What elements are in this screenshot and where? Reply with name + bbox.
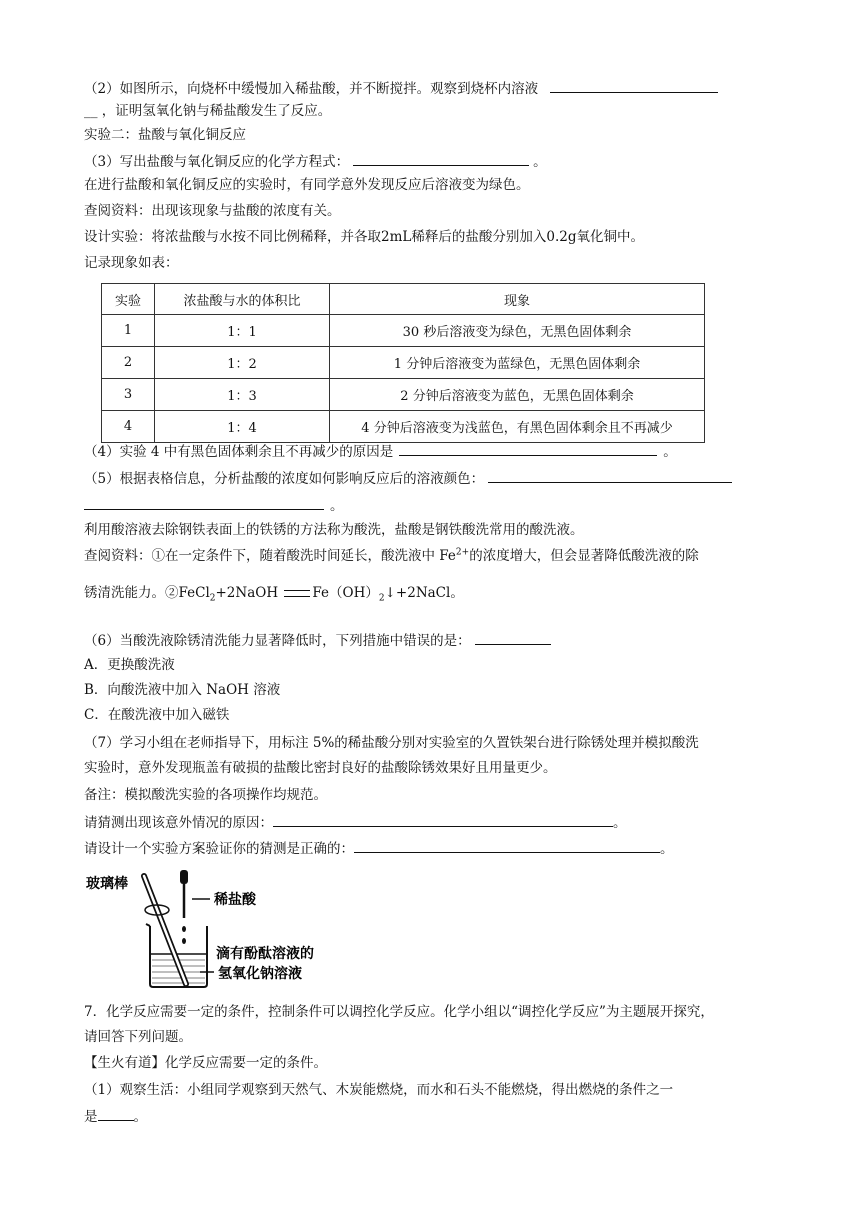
q2-blank-tail: __ [84, 103, 98, 119]
table-header-cell: 现象 [330, 284, 705, 315]
q7-line2: 实验时，意外发现瓶盖有破损的盐酸比密封良好的盐酸除锈效果好且用量更少。 [84, 760, 557, 776]
design-text: 设计实验：将浓盐酸与水按不同比例稀释，并各取2mL稀释后的盐酸分别加入0.2g氧化铜中。 [84, 229, 644, 245]
q7-line1: （7）学习小组在老师指导下，用标注 5%的稀盐酸分别对实验室的久置铁架台进行除锈处理并模拟酸洗 [84, 735, 699, 751]
beaker-figure [84, 866, 334, 990]
table-header-cell: 浓盐酸与水的体积比 [155, 284, 330, 315]
label-solution-1: 滴有酚酞溶液的 [216, 945, 314, 961]
consult-2-text-c: 锈清洗能力。②FeCl [84, 585, 210, 601]
q6-option-a[interactable]: A．更换酸洗液 [84, 657, 175, 673]
q5-line [84, 468, 732, 489]
q7-guess-text: 请猜测出现该意外情况的原因： [84, 815, 273, 831]
q7-note: 备注：模拟酸洗实验的各项操作均规范。 [84, 787, 327, 803]
consult-1: 查阅资料：出现该现象与盐酸的浓度有关。 [84, 203, 341, 219]
table-cell: 1：3 [155, 379, 330, 411]
consult-2-text-a: 查阅资料：①在一定条件下，随着酸洗时间延长，酸洗液中 Fe [84, 548, 456, 564]
fecl2-subscript: 2 [209, 593, 216, 604]
table-cell: 1 [102, 315, 155, 347]
table-row [102, 411, 705, 443]
q7main-sub1b-suffix: 。 [133, 1109, 147, 1125]
q6-answer-blank[interactable] [475, 630, 551, 645]
q5-answer-blank-2[interactable] [84, 495, 324, 510]
table-header-cell: 实验 [102, 284, 155, 315]
q5-line2 [84, 495, 344, 516]
q7main-sub1: （1）观察生活：小组同学观察到天然气、木炭能燃烧，而水和石头不能燃烧，得出燃烧的条件之一 [84, 1082, 674, 1098]
table-cell: 3 [102, 379, 155, 411]
q2-answer-blank[interactable] [550, 78, 718, 93]
q6-option-c[interactable]: C．在酸洗液中加入磁铁 [84, 707, 230, 723]
result-table [101, 283, 705, 443]
q5-answer-blank[interactable] [488, 468, 732, 483]
q7-design-line [84, 838, 674, 859]
q4-line [84, 441, 677, 462]
consult-2-text-e: Fe（OH） [312, 585, 379, 601]
q2-conclusion: ，证明氢氧化钠与稀盐酸发生了反应。 [101, 103, 332, 119]
table-row [102, 315, 705, 347]
q6-option-b[interactable]: B．向酸洗液中加入 NaOH 溶液 [84, 682, 281, 698]
q7main-answer-blank[interactable] [98, 1106, 134, 1121]
q2-line2 [84, 101, 331, 121]
consult-2-text-b: 的浓度增大，但会显著降低酸洗液的除 [469, 548, 699, 564]
consult-2-line1 [84, 546, 699, 566]
q7-design-text: 请设计一个实验方案验证你的猜测是正确的： [84, 841, 354, 857]
consult-2-text-f: ↓+2NaCl。 [384, 585, 464, 601]
label-acid: 稀盐酸 [214, 891, 256, 907]
beaker-diagram [84, 866, 334, 990]
consult-2-text-d: +2NaOH [215, 585, 279, 601]
feoh2-subscript: 2 [378, 593, 385, 604]
q7main-line2: 请回答下列问题。 [84, 1029, 192, 1045]
record-text: 记录现象如表： [84, 255, 179, 271]
q7-guess-blank[interactable] [273, 812, 613, 827]
drop-2 [182, 938, 186, 944]
table-cell: 1：4 [155, 411, 330, 443]
q4-answer-blank[interactable] [399, 441, 657, 456]
q4-text: （4）实验 4 中有黑色固体剩余且不再减少的原因是 [84, 444, 394, 460]
pickling-text: 利用酸溶液去除钢铁表面上的铁锈的方法称为酸洗，盐酸是钢铁酸洗常用的酸洗液。 [84, 522, 584, 538]
table-cell: 1：1 [155, 315, 330, 347]
q7-design-suffix: 。 [660, 841, 674, 857]
exp2-title: 实验二：盐酸与氧化铜反应 [84, 127, 246, 143]
equals-sign [284, 590, 310, 597]
label-solution-2: 氢氧化钠溶液 [218, 965, 302, 981]
q2-text: （2）如图所示，向烧杯中缓慢加入稀盐酸，并不断搅拌。观察到烧杯内溶液 [84, 81, 539, 97]
table-row [102, 379, 705, 411]
table-cell: 30 秒后溶液变为绿色，无黑色固体剩余 [330, 315, 705, 347]
q5-text: （5）根据表格信息，分析盐酸的浓度如何影响反应后的溶液颜色： [84, 471, 485, 487]
q3-suffix: 。 [533, 154, 547, 170]
table-row [102, 347, 705, 379]
q7main-sub1b-text: 是 [84, 1109, 98, 1125]
table-cell: 1：2 [155, 347, 330, 379]
table-header-row [102, 284, 705, 315]
section-heading: 【生火有道】化学反应需要一定的条件。 [84, 1055, 327, 1071]
q7main-sub1b [84, 1106, 147, 1127]
dropper-bulb [180, 870, 188, 884]
consult-2-line2 [84, 583, 464, 603]
fe-charge: 2+ [455, 547, 470, 558]
table-cell: 2 分钟后溶液变为蓝色，无黑色固体剩余 [330, 379, 705, 411]
q3-answer-blank[interactable] [353, 151, 529, 166]
q6-line [84, 630, 551, 651]
q3-line [84, 151, 547, 172]
table-cell: 4 分钟后溶液变为浅蓝色，有黑色固体剩余且不再减少 [330, 411, 705, 443]
q7-guess-suffix: 。 [613, 815, 627, 831]
q2-line1 [84, 78, 718, 99]
table-cell: 4 [102, 411, 155, 443]
label-rod: 玻璃棒 [86, 875, 128, 891]
q4-suffix: 。 [663, 444, 677, 460]
q3-text: （3）写出盐酸与氧化铜反应的化学方程式： [84, 154, 350, 170]
q6-text: （6）当酸洗液除锈清洗能力显著降低时，下列措施中错误的是： [84, 633, 471, 649]
q7-design-blank[interactable] [354, 838, 660, 853]
beaker-lip [146, 924, 150, 926]
table-cell: 2 [102, 347, 155, 379]
q7main-line1: 7．化学反应需要一定的条件，控制条件可以调控化学反应。化学小组以“调控化学反应”为主题展开探究， [84, 1004, 714, 1020]
drop-1 [182, 926, 186, 932]
green-note: 在进行盐酸和氧化铜反应的实验时，有同学意外发现反应后溶液变为绿色。 [84, 177, 530, 193]
q5-suffix: 。 [330, 498, 344, 514]
q7-guess-line [84, 812, 627, 833]
table-cell: 1 分钟后溶液变为蓝绿色，无黑色固体剩余 [330, 347, 705, 379]
